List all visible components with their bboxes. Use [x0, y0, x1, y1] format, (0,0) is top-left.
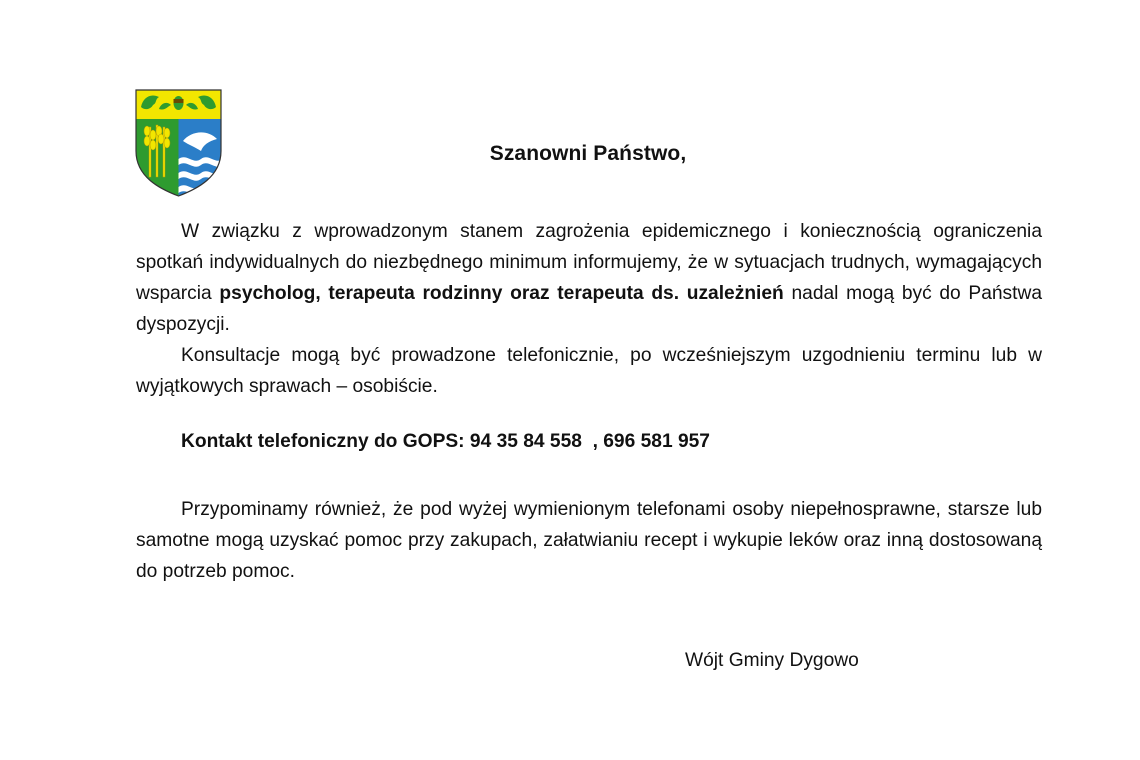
greeting-heading: Szanowni Państwo,	[489, 142, 687, 165]
paragraph-consultations: Konsultacje mogą być prowadzone telefonicznie, po wcześniejszym uzgodnieniu terminu lub w wyjątkowych sprawach – osobiście.	[136, 345, 1042, 397]
main-message	[136, 216, 1042, 402]
paragraph-support-info-specialists: psycholog, terapeuta rodzinny oraz terapeuta ds. uzależnień	[219, 283, 784, 304]
reminder-message	[136, 494, 1042, 587]
paragraph-reminder: Przypominamy również, że pod wyżej wymienionym telefonami osoby niepełnosprawne, starsze lub samotne mogą uzyskać pomoc przy zakupach, załatwianiu recept i wykupie leków oraz inną dostosowaną do potrzeb pomoc.	[136, 499, 1042, 582]
paragraph-support-info	[136, 216, 1042, 340]
paragraph-support-info-part2: nadal mogą być do Państwa dyspozycji.	[136, 283, 1043, 335]
signature: Wójt Gminy Dygowo	[685, 650, 859, 671]
contact-phone-line: Kontakt telefoniczny do GOPS: 94 35 84 558 , 696 581 957	[181, 431, 710, 452]
paragraph-support-info-part1: W związku z wprowadzonym stanem zagrożenia epidemicznego i koniecznością ograniczenia spotkań indywidualnych do niezbędnego minimum informujemy, że w sytuacjach trudnych, wymagających wsparcia	[136, 221, 1042, 304]
